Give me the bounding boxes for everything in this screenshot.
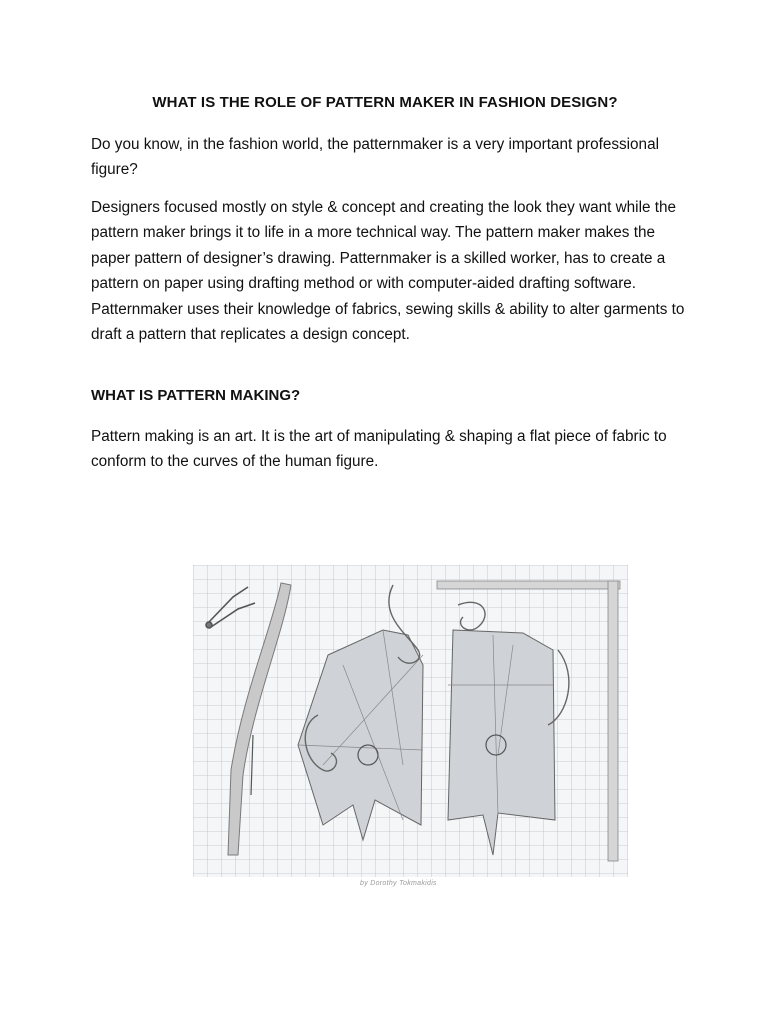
designer-paragraph: Designers focused mostly on style & concept and creating the look they want while the pattern maker brings it to life in a more technical way. The pattern maker makes the paper pattern of designer’s drawing. Patternmaker is a skilled worker, has to create a pattern on paper using drafting method or with computer-aided drafting software. Patternmaker uses their knowledge of fabrics, sewing skills & ability to alter garments to draft a pattern that replicates a design concept. xyxy=(91,199,685,344)
section-heading: WHAT IS PATTERN MAKING? xyxy=(91,387,301,404)
pattern-making-paragraph: Pattern making is an art. It is the art of manipulating & shaping a flat piece of fabric to conform to the curves of the human figure. xyxy=(91,428,667,471)
document-title: WHAT IS THE ROLE OF PATTERN MAKER IN FASHION DESIGN? xyxy=(152,94,618,111)
intro-paragraph: Do you know, in the fashion world, the patternmaker is a very important professional figure? xyxy=(91,136,659,179)
pattern-drafting-illustration xyxy=(193,565,628,877)
figure-caption: by Dorothy Tokmakidis xyxy=(360,880,437,887)
